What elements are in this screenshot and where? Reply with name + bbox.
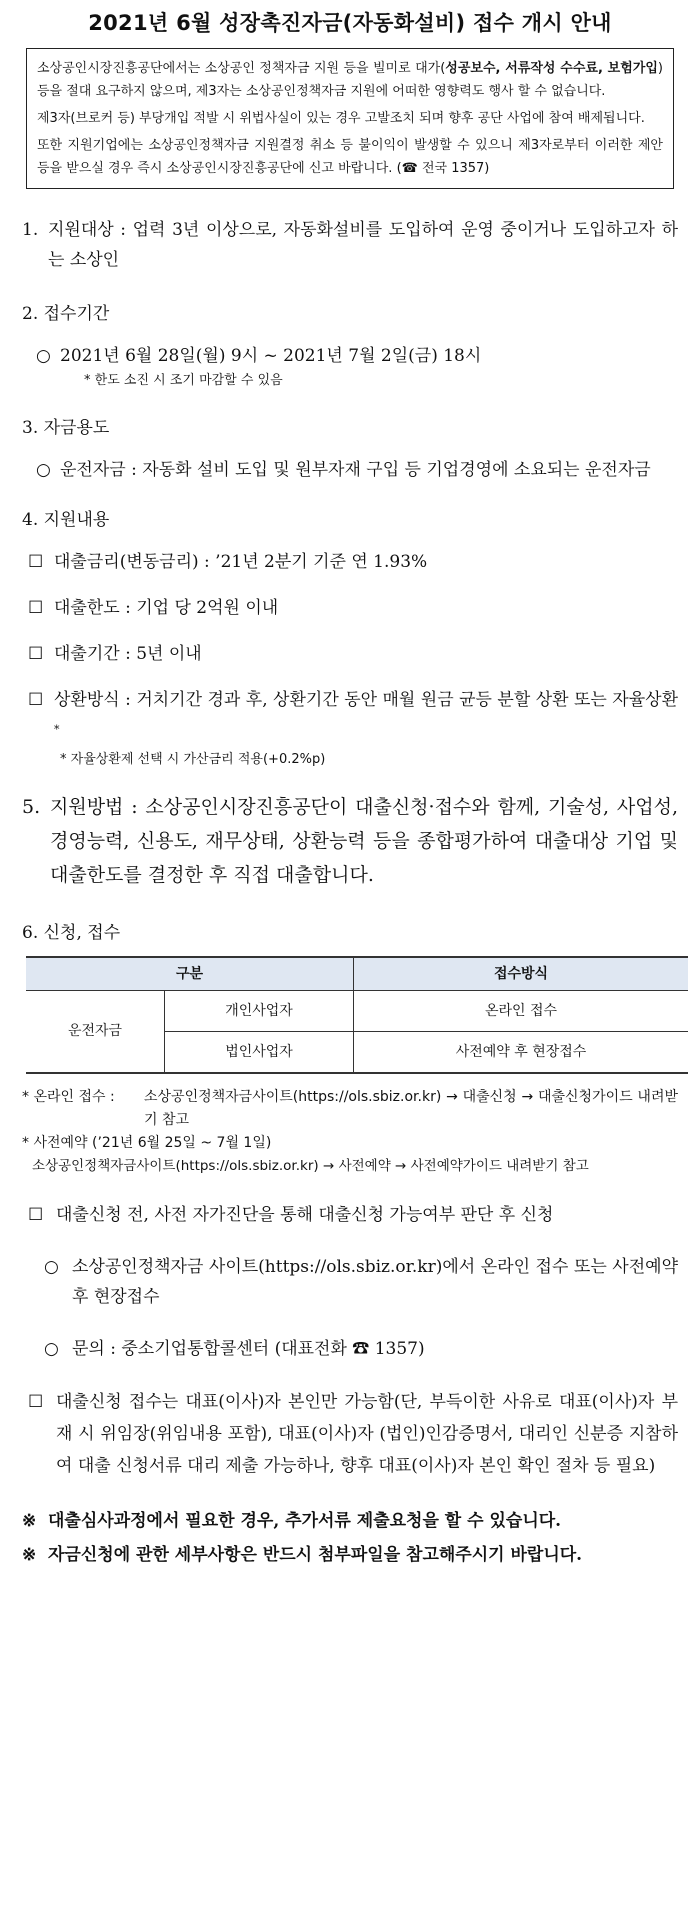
circle-bullet: ○ [44,1256,59,1277]
application-notes [22,1086,678,1178]
loan-limit-item [22,593,678,623]
checkbox-bullet: ☐ [28,552,44,572]
application-method-table [26,956,688,1074]
loan-rate-item [22,547,678,577]
loan-rate-text: 대출금리(변동금리) : ’21년 2분기 기준 연 1.93% [54,552,428,572]
footer-note [22,1504,678,1538]
table-row [26,990,688,1031]
section-support-method [22,790,678,892]
inquiry-text: 문의 : 중소기업통합콜센터 (대표전화 ☎ 1357) [72,1338,425,1359]
section-support-content [22,505,678,770]
page-title: 2021년 6월 성장촉진자금(자동화설비) 접수 개시 안내 [88,11,612,35]
table-header-row [26,957,688,991]
loan-limit-text: 대출한도 : 기업 당 2억원 이내 [54,598,279,618]
online-note [22,1086,678,1132]
table-header-category: 구분 [26,957,354,991]
circle-bullet: ○ [36,346,51,366]
table-cell-type: 개인사업자 [165,990,354,1031]
table-cell-method: 사전예약 후 현장접수 [354,1031,689,1073]
loan-term-item [22,639,678,669]
section-title: 2. 접수기간 [22,304,110,324]
period-text: 2021년 6월 28일(월) 9시 ~ 2021년 7월 2일(금) 18시 [60,346,482,366]
table-cell-fund: 운전자금 [26,990,165,1073]
online-site-text: 소상공인정책자금 사이트(https://ols.sbiz.or.kr)에서 온라인 접수 또는 사전예약 후 현장접수 [72,1256,678,1307]
fund-use-text: 운전자금 : 자동화 설비 도입 및 원부자재 구입 등 기업경영에 소요되는 운전자금 [60,460,651,480]
warning-notice-box [26,48,674,189]
notice-bold-text: 성공보수, 서류작성 수수료, 보험가입 [445,61,658,76]
table-header-method: 접수방식 [354,957,689,991]
notice-paragraph-1 [37,57,663,103]
proxy-application-text: 대출신청 접수는 대표(이사)자 본인만 가능함(단, 부득이한 사유로 대표(이사)자 부재 시 위임장(위임내용 포함), 대표(이사)자 (법인)인감증명서, 대리인 신분증 지참하여 대출 신청서류 대리 제출 가능하나, 향후 대표(이사)자 본인 확인 절차 등 필요) [56,1391,678,1476]
inquiry-item [22,1334,678,1364]
footnote-marker: * [54,723,60,736]
footer-note [22,1538,678,1572]
reservation-note-text: 소상공인정책자금사이트(https://ols.sbiz.or.kr) → 사전예약 → 사전예약가이드 내려받기 참고 [32,1157,589,1174]
reference-mark: ※ [22,1510,37,1531]
footer-note-text: 대출심사과정에서 필요한 경우, 추가서류 제출요청을 할 수 있습니다. [48,1510,562,1531]
notice-text: ) 등을 절대 요구하지 않으며, 제3자는 소상공인정책자금 지원에 어떠한 영향력도 행사 할 수 없습니다. [37,61,663,99]
notice-paragraph-3: 또한 지원기업에는 소상공인정책자금 지원결정 취소 등 불이익이 발생할 수 있으니 제3자로부터 이러한 제안 등을 받으실 경우 즉시 소상공인시장진흥공단에 신고 바랍니다. (☎ 전국 1357) [37,138,663,176]
checkbox-bullet: ☐ [28,598,44,618]
repayment-method: 상환방식 : 거치기간 경과 후, 상환기간 동안 매월 원금 균등 분할 상환 또는 자율상환 [54,690,678,710]
section-number: 1. [22,220,39,240]
checkbox-bullet: ☐ [28,644,44,664]
section-text: 지원방법 : 소상공인시장진흥공단이 대출신청·접수와 함께, 기술성, 사업성, 경영능력, 신용도, 재무상태, 상환능력 등을 종합평가하여 대출대상 기업 및 대출한도를 결정한 후 직접 대출합니다. [50,795,678,886]
circle-bullet: ○ [36,460,51,480]
self-diagnosis-item [22,1200,678,1230]
checkbox-bullet: ☐ [28,1204,44,1225]
online-note-label: * 온라인 접수 : [22,1088,115,1105]
reference-mark: ※ [22,1544,37,1565]
section-support-target [22,215,678,275]
section-fund-use [22,413,678,485]
notice-paragraph-2: 제3자(브로커 등) 부당개입 적발 시 위법사실이 있는 경우 고발조치 되며 향후 공단 사업에 참여 배제됩니다. [37,111,645,126]
proxy-application-item [22,1386,678,1482]
footer-notes [22,1504,678,1572]
period-note: * 한도 소진 시 조기 마감할 수 있음 [84,373,283,388]
repayment-text [54,685,678,750]
section-title: 3. 자금용도 [22,418,110,438]
section-title: 6. 신청, 접수 [22,922,121,943]
table-cell-method: 온라인 접수 [354,990,689,1031]
footer-note-text: 자금신청에 관한 세부사항은 반드시 첨부파일을 참고해주시기 바랍니다. [48,1544,583,1565]
circle-bullet: ○ [44,1338,59,1359]
checkbox-bullet: ☐ [28,1391,44,1412]
online-site-item [22,1252,678,1312]
table-cell-type: 법인사업자 [165,1031,354,1073]
section-title: 4. 지원내용 [22,510,110,530]
notice-text: 소상공인시장진흥공단에서는 소상공인 정책자금 지원 등을 빌미로 대가( [37,61,446,76]
self-diagnosis-text: 대출신청 전, 사전 자가진단을 통해 대출신청 가능여부 판단 후 신청 [56,1204,554,1225]
section-text: 지원대상 : 업력 3년 이상으로, 자동화설비를 도입하여 운영 중이거나 도입하고자 하는 소상인 [48,220,678,270]
fund-use-item [22,455,678,485]
section-number: 5. [22,795,41,818]
loan-term-text: 대출기간 : 5년 이내 [54,644,202,664]
repayment-item [22,685,678,750]
section-application [22,918,678,1482]
online-note-text: 소상공인정책자금사이트(https://ols.sbiz.or.kr) → 대출신청 → 대출신청가이드 내려받기 참고 [144,1088,678,1128]
reservation-note-title: * 사전예약 (’21년 6월 25일 ~ 7월 1일) [22,1134,272,1151]
period-item [22,341,678,371]
repayment-note: * 자율상환제 선택 시 가산금리 적용(+0.2%p) [60,751,326,767]
section-application-period [22,299,678,391]
checkbox-bullet: ☐ [28,690,44,710]
